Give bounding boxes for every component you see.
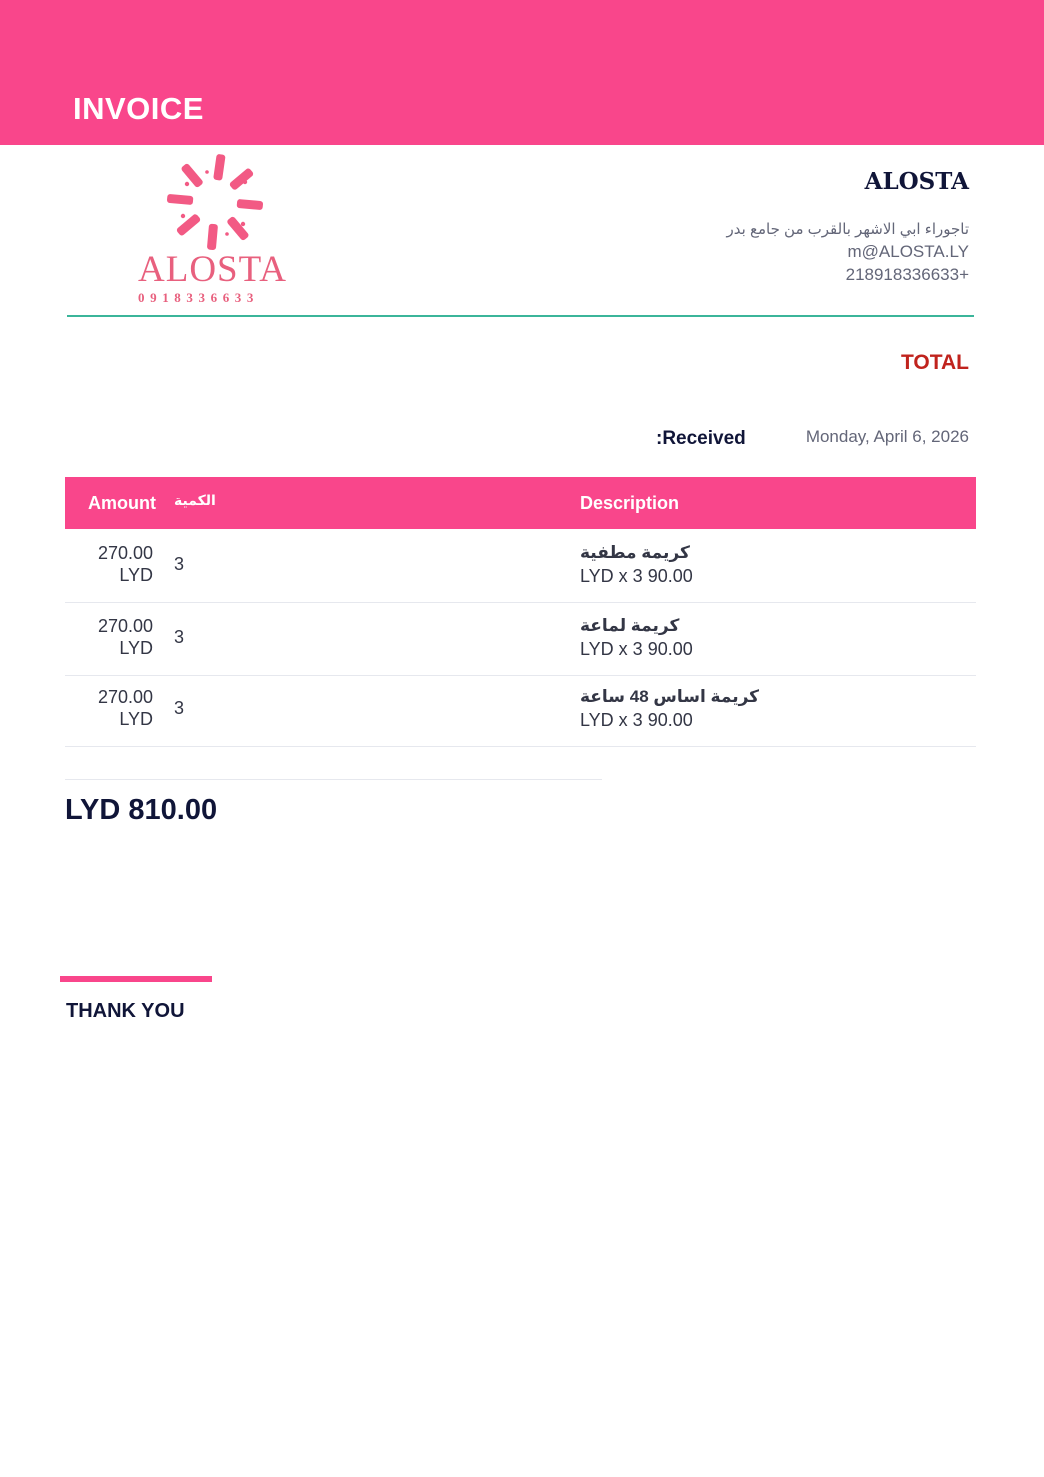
row-amount-currency: LYD (119, 709, 153, 729)
grand-total: LYD 810.00 (65, 794, 218, 826)
company-phone: 218918336633+ (845, 265, 969, 284)
header-amount: Amount (88, 493, 156, 513)
row-item-name: كريمة اساس 48 ساعة (580, 687, 760, 706)
header-divider (67, 315, 974, 317)
row-unit-price: LYD x 3 90.00 (580, 639, 693, 659)
logo-wordmark: ALOSTA (138, 249, 287, 290)
header-quantity: الكمية (174, 492, 216, 508)
company-address: تاجوراء ابي الاشهر بالقرب من جامع بدر (726, 221, 969, 238)
total-label: TOTAL (900, 351, 969, 374)
logo-phone: 0918336633 (138, 290, 259, 305)
row-quantity: 3 (174, 698, 185, 718)
row-quantity: 3 (174, 554, 185, 574)
total-divider (65, 779, 602, 780)
row-quantity: 3 (174, 627, 185, 647)
company-name: ALOSTA (864, 168, 969, 195)
row-unit-price: LYD x 3 90.00 (580, 710, 693, 730)
row-amount (98, 686, 153, 730)
row-amount (98, 615, 153, 659)
header-description: Description (580, 493, 680, 513)
table-row (65, 674, 976, 747)
row-item-name: كريمة مطفية (580, 543, 690, 562)
thank-you-text: THANK YOU (66, 1000, 185, 1022)
thanks-accent-bar (60, 976, 212, 982)
invoice-title: INVOICE (73, 91, 204, 126)
row-unit-price: LYD x 3 90.00 (580, 566, 693, 586)
row-amount-value: 270.00 (97, 616, 153, 636)
received-label: :Received (656, 428, 746, 449)
table-row (65, 603, 976, 676)
row-amount-currency: LYD (119, 565, 153, 585)
company-email[interactable]: m@ALOSTA.LY (847, 242, 969, 261)
row-item-name: كريمة لماعة (580, 616, 680, 635)
row-amount-currency: LYD (119, 638, 153, 658)
items-table-header (65, 477, 976, 529)
table-row (65, 530, 976, 603)
row-amount (98, 542, 153, 586)
received-date: Monday, April 6, 2026 (805, 427, 969, 446)
row-amount-value: 270.00 (97, 687, 153, 707)
row-amount-value: 270.00 (97, 543, 153, 563)
